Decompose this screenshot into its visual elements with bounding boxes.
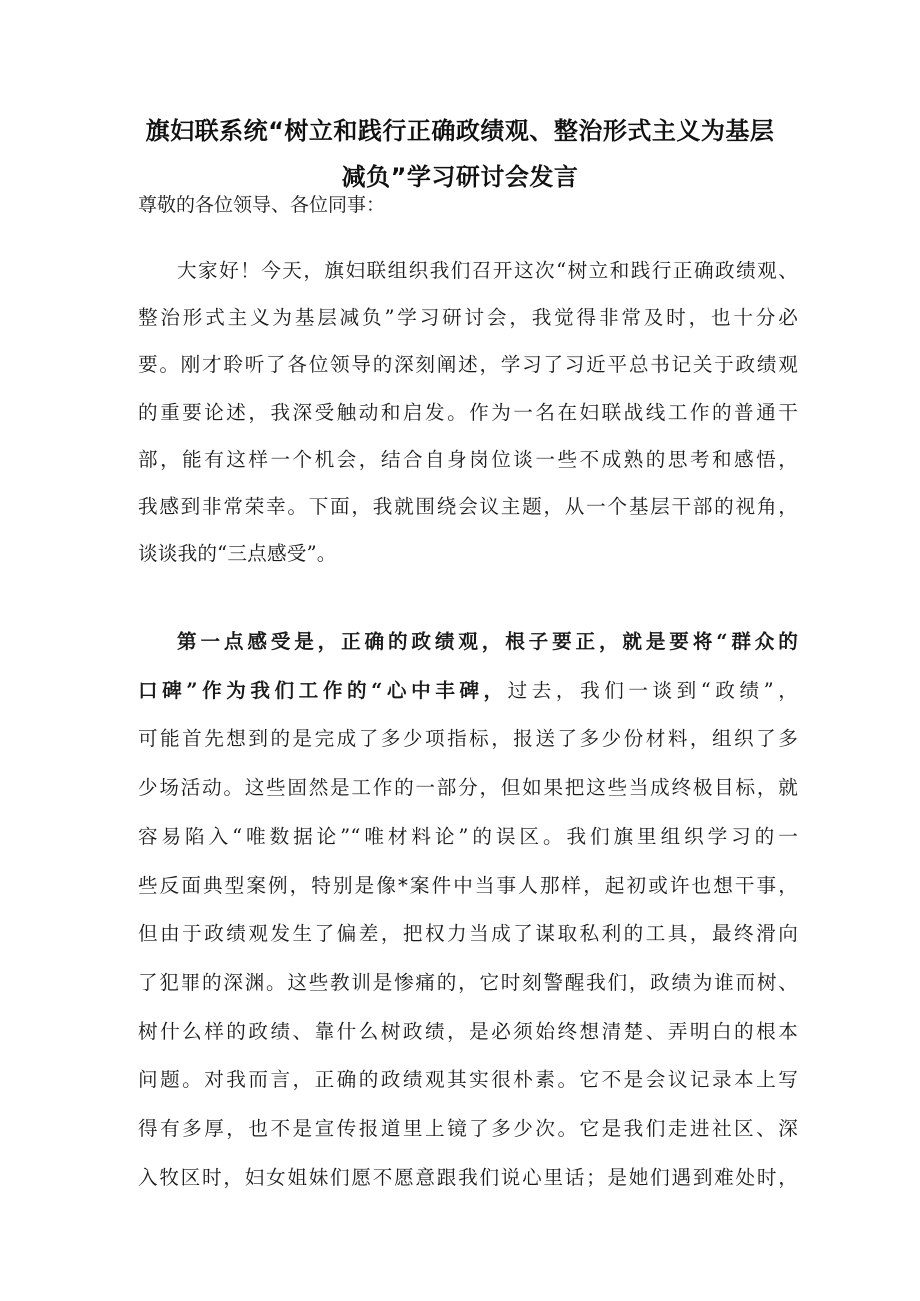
text-line: 的重要论述，我深受触动和启发。作为一名在妇联战线工作的普通干 [138,400,798,424]
text-line: 大家好！今天，旗妇联组织我们召开这次“树立和践行正确政绩观、 [177,259,798,282]
text-fragment: 过去，我们一谈到“政绩”， [507,678,798,702]
text-line: 谈谈我的“三点感受”。 [138,542,337,566]
paragraph-first-point [138,618,798,1202]
text-line: 入牧区时，妇女姐妹们愿不愿意跟我们说心里话；是她们遇到难处时， [138,1165,798,1189]
text-line: 但由于政绩观发生了偏差，把权力当成了谋取私利的工具，最终滑向 [138,922,798,946]
paragraph-opening [138,247,798,577]
text-line: 整治形式主义为基层减负”学习研讨会，我觉得非常及时，也十分必 [138,306,798,330]
lead-line: 第一点感受是，正确的政绩观，根子要正，就是要将“群众的 [177,630,798,653]
text-line: 得有多厚，也不是宣传报道里上镜了多少次。它是我们走进社区、深 [138,1117,798,1141]
text-line: 容易陷入“唯数据论”“唯材料论”的误区。我们旗里组织学习的一 [138,824,798,848]
document-title [100,108,820,200]
text-line: 可能首先想到的是完成了多少项指标，报送了多少份材料，组织了多 [138,727,798,751]
salutation: 尊敬的各位领导、各位同事： [138,194,386,216]
text-line: 些反面典型案例，特别是像*案件中当事人那样，起初或许也想干事， [138,873,798,897]
text-line: 我感到非常荣幸。下面，我就围绕会议主题，从一个基层干部的视角， [138,495,798,519]
lead-fragment: 口碑”作为我们工作的“心中丰碑， [138,678,508,702]
title-line: 减负”学习研讨会发言 [341,163,579,191]
text-line: 树什么样的政绩、靠什么树政绩，是必须始终想清楚、弄明白的根本 [138,1019,798,1043]
text-line: 部，能有这样一个机会，结合自身岗位谈一些不成熟的思考和感悟， [138,447,798,471]
text-line: 少场活动。这些固然是工作的一部分，但如果把这些当成终极目标，就 [138,776,798,800]
text-line: 问题。对我而言，正确的政绩观其实很朴素。它不是会议记录本上写 [138,1068,798,1092]
title-line: 旗妇联系统“树立和践行正确政绩观、整治形式主义为基层 [145,117,775,145]
text-line: 要。刚才聆听了各位领导的深刻阐述，学习了习近平总书记关于政绩观 [138,353,798,377]
text-line: 了犯罪的深渊。这些教训是惨痛的，它时刻警醒我们，政绩为谁而树、 [138,970,798,994]
text-line [138,667,798,716]
